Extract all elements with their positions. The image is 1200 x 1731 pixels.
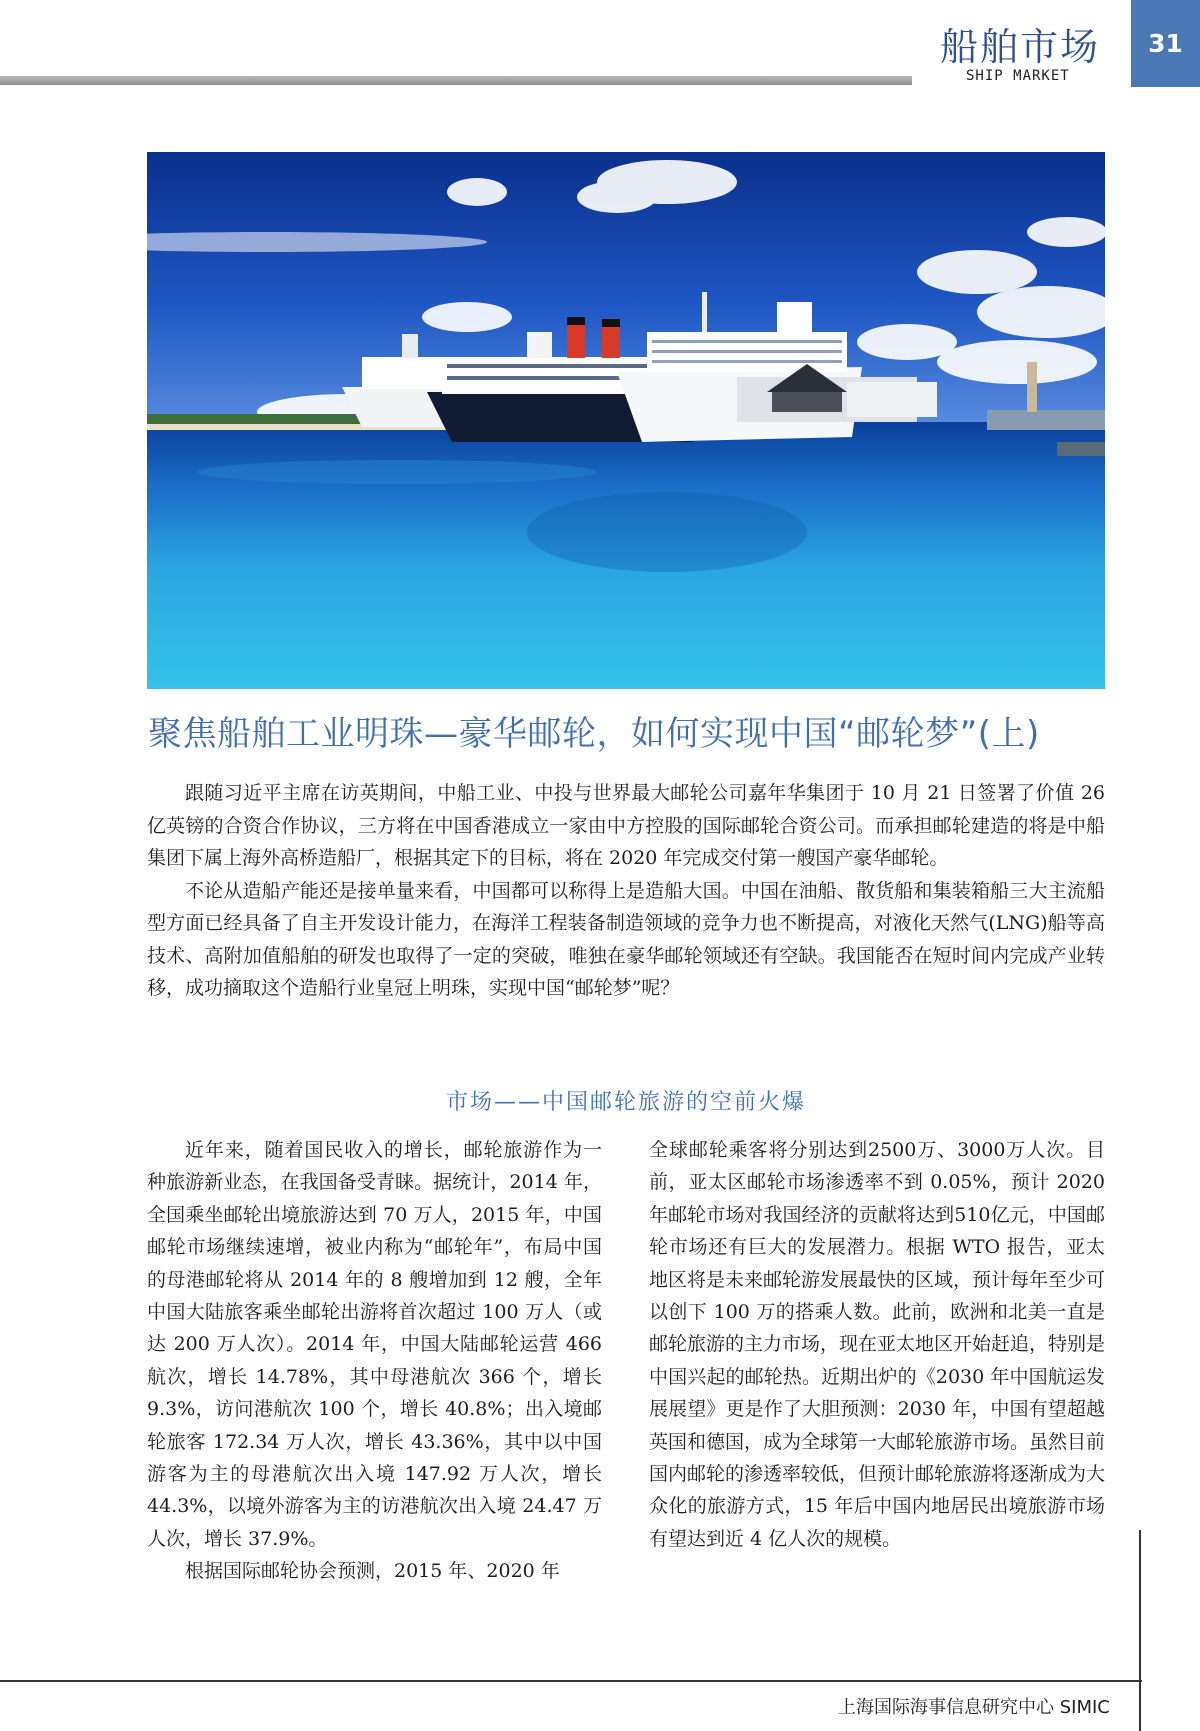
intro-text xyxy=(147,777,1105,1005)
column-paragraph: 近年来，随着国民收入的增长，邮轮旅游作为一种旅游新业态，在我国备受青睐。据统计，2014 年，全国乘坐邮轮出境旅游达到 70 万人，2015 年，中国邮轮市场继续速增，被业内称为“邮轮年”，布局中国的母港邮轮将从 2014 年的 8 艘增加到 12 艘，全年中国大陆旅客乘坐邮轮出游将首次超过 100 万人（或达 200 万人次）。2014 年，中国大陆邮轮运营 466 航次，增长 14.78%，其中母港航次 366 个，增长 9.3%，访问港航次 100 个，增长 40.8%；出入境邮轮旅客 172.34 万人次，增长 43.36%，其中以中国游客为主的母港航次出入境 147.92 万人次，增长 44.3%，以境外游客为主的访港航次出入境 24.47 万人次，增长 37.9%。 xyxy=(147,1139,602,1550)
section-subtitle: SHIP MARKET xyxy=(966,68,1070,84)
cruise-ships-photo xyxy=(147,152,1105,689)
footer-rule xyxy=(0,1680,1142,1682)
section-subheading: 市场——中国邮轮旅游的空前火爆 xyxy=(445,1090,806,1115)
footer-publisher: 上海国际海事信息研究中心 SIMIC xyxy=(838,1697,1110,1718)
intro-paragraph: 跟随习近平主席在访英期间，中船工业、中投与世界最大邮轮公司嘉年华集团于 10 月 21 日签署了价值 26 亿英镑的合资合作协议，三方将在中国香港成立一家由中方控股的国际邮轮合资公司。而承担邮轮建造的将是中船集团下属上海外高桥造船厂，根据其定下的目标，将在 2020 年完成交付第一艘国产豪华邮轮。 xyxy=(147,782,1105,869)
article-headline: 聚焦船舶工业明珠—豪华邮轮，如何实现中国“邮轮梦”(上) xyxy=(148,714,1040,754)
left-column xyxy=(147,1134,602,1588)
header-rule xyxy=(0,76,912,85)
intro-paragraph: 不论从造船产能还是接单量来看，中国都可以称得上是造船大国。中国在油船、散货船和集装箱船三大主流船型方面已经具备了自主开发设计能力，在海洋工程装备制造领域的竞争力也不断提高，对液化天然气(LNG)船等高技术、高附加值船舶的研发也取得了一定的突破，唯独在豪华邮轮领域还有空缺。我国能否在短时间内完成产业转移，成功摘取这个造船行业皇冠上明珠，实现中国“邮轮梦”呢？ xyxy=(147,879,1105,999)
column-paragraph: 根据国际邮轮协会预测，2015 年、2020 年 xyxy=(185,1560,560,1583)
page-number: 31 xyxy=(1131,0,1200,87)
footer-vertical-rule xyxy=(1139,1530,1141,1731)
section-title: 船舶市场 xyxy=(940,25,1101,69)
column-paragraph: 全球邮轮乘客将分别达到2500万、3000万人次。目前，亚太区邮轮市场渗透率不到 0.05%，预计 2020年邮轮市场对我国经济的贡献将达到510亿元，中国邮轮市场还有巨大的发展潜力。根据 WTO 报告，亚太地区将是未来邮轮游发展最快的区域，预计每年至少可以创下 100 万的搭乘人数。此前，欧洲和北美一直是邮轮旅游的主力市场，现在亚太地区开始赶追，特别是中国兴起的邮轮热。近期出炉的《2030 年中国航运发展展望》更是作了大胆预测：2030 年，中国有望超越英国和德国，成为全球第一大邮轮旅游市场。虽然目前国内邮轮的渗透率较低，但预计邮轮旅游将逐渐成为大众化的旅游方式，15 年后中国内地居民出境旅游市场有望达到近 4 亿人次的规模。 xyxy=(649,1139,1106,1550)
right-column xyxy=(649,1134,1105,1555)
